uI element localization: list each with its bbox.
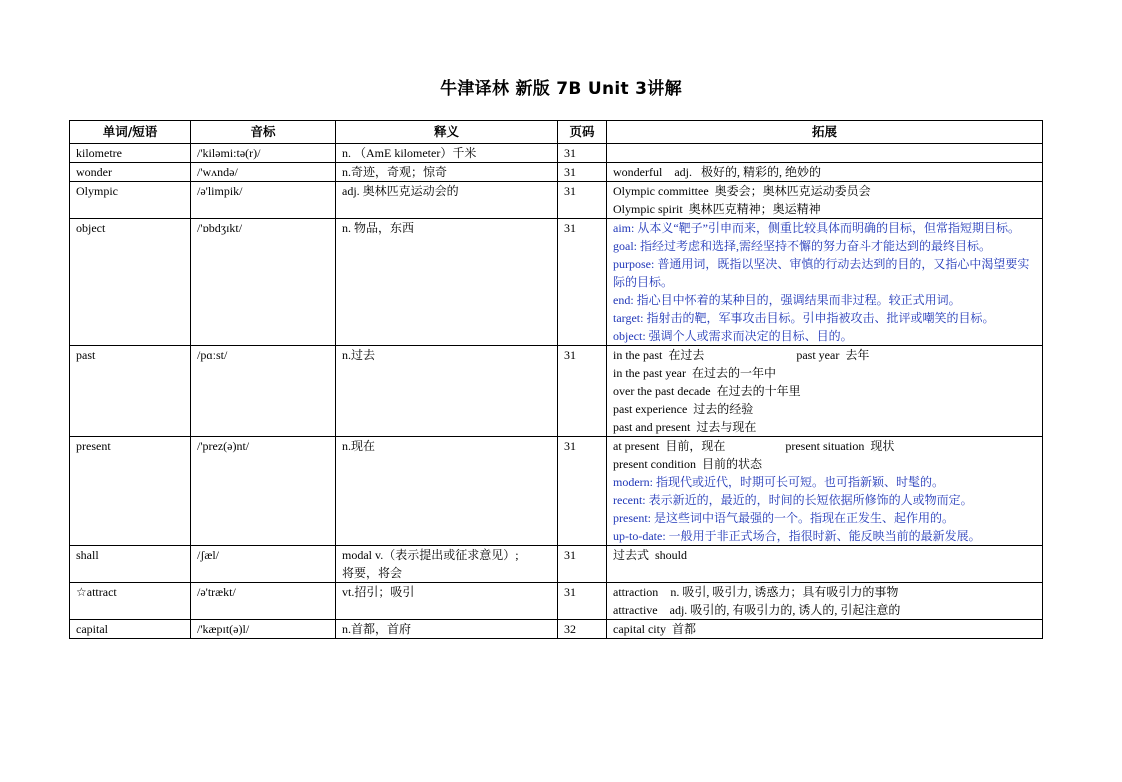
page-cell: 31 bbox=[558, 219, 607, 346]
table-row bbox=[70, 346, 1043, 437]
header-word: 单词/短语 bbox=[70, 121, 191, 144]
page-cell: 31 bbox=[558, 437, 607, 546]
extension-cell bbox=[607, 583, 1043, 620]
synonym-note-goal: goal: 指经过考虑和选择,需经坚持不懈的努力奋斗才能达到的最终目标。 bbox=[613, 239, 992, 253]
synonym-note-target: target: 指射击的靶，军事攻击目标。引申指被攻击、批评或嘲笑的目标。 bbox=[613, 311, 995, 325]
extension-cell bbox=[607, 219, 1043, 346]
extension-line: past and present 过去与现在 bbox=[613, 420, 757, 434]
meaning-cell: n.首都，首府 bbox=[336, 620, 558, 639]
word-cell: past bbox=[70, 346, 191, 437]
extension-line: Olympic spirit 奥林匹克精神；奥运精神 bbox=[613, 202, 821, 216]
word-cell: ☆attract bbox=[70, 583, 191, 620]
extension-cell bbox=[607, 144, 1043, 163]
synonym-note-present: present: 是这些词中语气最强的一个。指现在正发生、起作用的。 bbox=[613, 511, 955, 525]
meaning-cell: vt.招引；吸引 bbox=[336, 583, 558, 620]
header-row bbox=[70, 121, 1043, 144]
extension-line: present condition 目前的状态 bbox=[613, 457, 762, 471]
table-row bbox=[70, 583, 1043, 620]
meaning-cell: n.过去 bbox=[336, 346, 558, 437]
extension-line: attractive adj. 吸引的, 有吸引力的, 诱人的, 引起注意的 bbox=[613, 603, 901, 617]
extension-line: wonderful adj. 极好的, 精彩的, 绝妙的 bbox=[613, 165, 822, 179]
synonym-note-up-to-date: up-to-date: 一般用于非正式场合，指很时新、能反映当前的最新发展。 bbox=[613, 529, 981, 543]
extension-cell bbox=[607, 546, 1043, 583]
phonetic-cell: /'wʌndə/ bbox=[191, 163, 336, 182]
word-cell: wonder bbox=[70, 163, 191, 182]
extension-cell bbox=[607, 346, 1043, 437]
extension-line: in the past year 在过去的一年中 bbox=[613, 366, 776, 380]
phonetic-cell: /'kiləmi:tə(r)/ bbox=[191, 144, 336, 163]
meaning-cell: n.现在 bbox=[336, 437, 558, 546]
extension-line: at present 目前，现在 present situation 现状 bbox=[613, 439, 895, 453]
table-row bbox=[70, 437, 1043, 546]
page-cell: 31 bbox=[558, 583, 607, 620]
extension-line: in the past 在过去 past year 去年 bbox=[613, 348, 870, 362]
vocab-table bbox=[69, 120, 1043, 639]
extension-cell bbox=[607, 620, 1043, 639]
synonym-note-object: object: 强调个人或需求而决定的目标、目的。 bbox=[613, 329, 853, 343]
synonym-note-modern: modern: 指现代或近代，时期可长可短。也可指新颖、时髦的。 bbox=[613, 475, 945, 489]
extension-line: 过去式 should bbox=[613, 548, 688, 562]
phonetic-cell: /ə'trækt/ bbox=[191, 583, 336, 620]
table-row bbox=[70, 182, 1043, 219]
extension-cell bbox=[607, 182, 1043, 219]
table-row bbox=[70, 163, 1043, 182]
synonym-note-aim: aim: 从本义“靶子”引申而来，侧重比较具体而明确的目标，但常指短期目标。 bbox=[613, 221, 1020, 235]
word-cell: shall bbox=[70, 546, 191, 583]
extension-cell bbox=[607, 437, 1043, 546]
meaning-cell: modal v.（表示提出或征求意见）; 将要，将会 bbox=[336, 546, 558, 583]
table-row bbox=[70, 219, 1043, 346]
table-row bbox=[70, 620, 1043, 639]
phonetic-cell: /'kæpɪt(ə)l/ bbox=[191, 620, 336, 639]
synonym-note-purpose: purpose: 普通用词，既指以坚决、审慎的行动去达到的目的，又指心中渴望要实际的目标。 bbox=[613, 257, 1030, 289]
table-row bbox=[70, 144, 1043, 163]
phonetic-cell: /'ɒbdʒɪkt/ bbox=[191, 219, 336, 346]
extension-line: over the past decade 在过去的十年里 bbox=[613, 384, 801, 398]
word-cell: capital bbox=[70, 620, 191, 639]
page-cell: 31 bbox=[558, 546, 607, 583]
header-extension: 拓展 bbox=[607, 121, 1043, 144]
page-cell: 31 bbox=[558, 182, 607, 219]
extension-line: Olympic committee 奥委会；奥林匹克运动委员会 bbox=[613, 184, 871, 198]
page-cell: 31 bbox=[558, 346, 607, 437]
table-row bbox=[70, 546, 1043, 583]
extension-line: attraction n. 吸引, 吸引力, 诱惑力；具有吸引力的事物 bbox=[613, 585, 899, 599]
synonym-note-recent: recent: 表示新近的，最近的，时间的长短依据所修饰的人或物而定。 bbox=[613, 493, 973, 507]
extension-line: capital city 首都 bbox=[613, 622, 696, 636]
extension-cell bbox=[607, 163, 1043, 182]
phonetic-cell: /ʃæl/ bbox=[191, 546, 336, 583]
page-cell: 32 bbox=[558, 620, 607, 639]
word-cell: kilometre bbox=[70, 144, 191, 163]
word-cell: Olympic bbox=[70, 182, 191, 219]
header-phonetic: 音标 bbox=[191, 121, 336, 144]
phonetic-cell: /'prez(ə)nt/ bbox=[191, 437, 336, 546]
page-title: 牛津译林 新版 7B Unit 3讲解 bbox=[440, 79, 682, 99]
header-meaning: 释义 bbox=[336, 121, 558, 144]
meaning-cell: n. 物品，东西 bbox=[336, 219, 558, 346]
word-cell: object bbox=[70, 219, 191, 346]
meaning-cell: n.奇迹，奇观；惊奇 bbox=[336, 163, 558, 182]
header-page: 页码 bbox=[558, 121, 607, 144]
phonetic-cell: /ə'limpik/ bbox=[191, 182, 336, 219]
synonym-note-end: end: 指心目中怀着的某种目的，强调结果而非过程。较正式用词。 bbox=[613, 293, 961, 307]
meaning-cell: n. （AmE kilometer）千米 bbox=[336, 144, 558, 163]
page-cell: 31 bbox=[558, 163, 607, 182]
word-cell: present bbox=[70, 437, 191, 546]
phonetic-cell: /pɑːst/ bbox=[191, 346, 336, 437]
page-cell: 31 bbox=[558, 144, 607, 163]
meaning-cell: adj. 奥林匹克运动会的 bbox=[336, 182, 558, 219]
extension-line: past experience 过去的经验 bbox=[613, 402, 754, 416]
